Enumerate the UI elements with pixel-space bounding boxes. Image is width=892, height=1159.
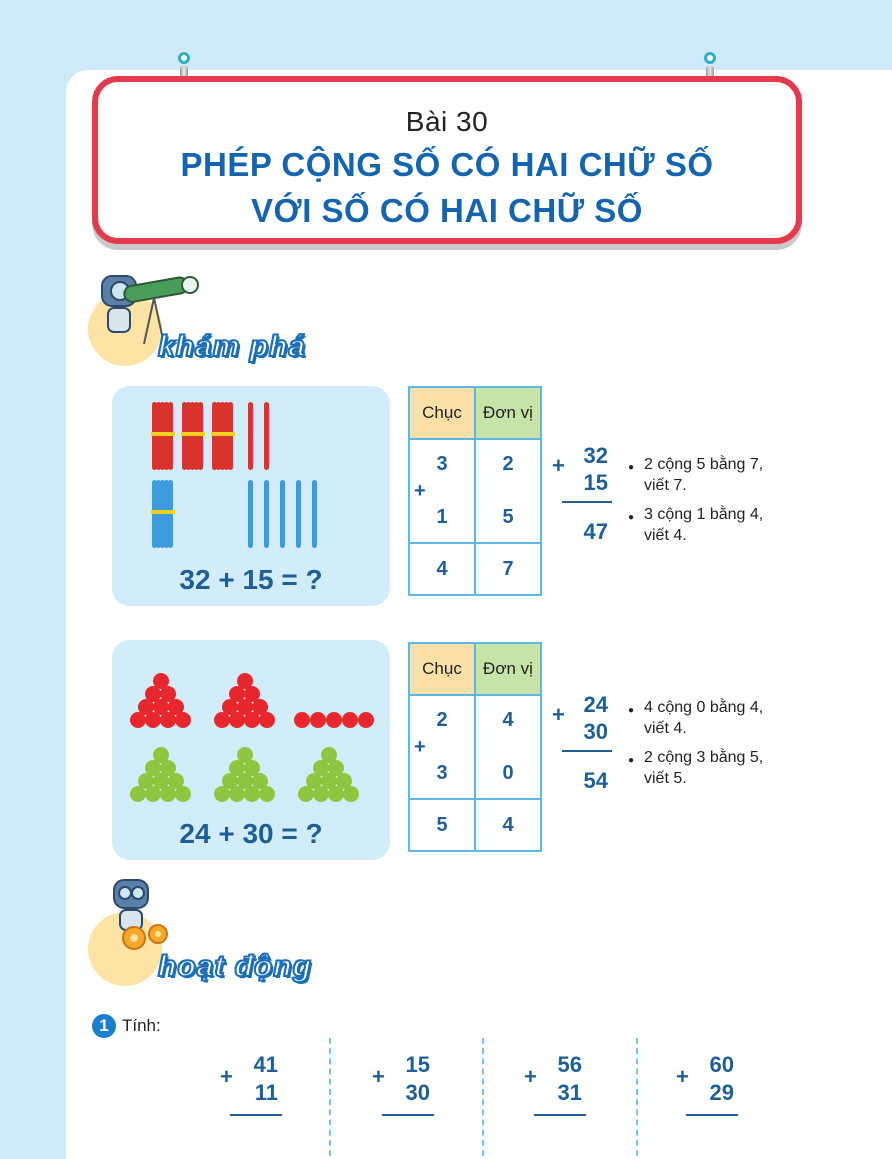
apple: [160, 786, 176, 802]
exercise-label: Tính:: [122, 1016, 161, 1035]
units-cell: 2: [502, 453, 514, 475]
exercise-problem: [372, 1052, 430, 1122]
units-result: 4: [475, 799, 541, 851]
problem-bottom: 30: [405, 1080, 430, 1105]
lesson-title-box: [92, 76, 802, 244]
apple: [259, 712, 275, 728]
example1-vertical-sum: [552, 443, 608, 543]
sum-top: 24: [583, 692, 608, 717]
robot-gears-icon: [104, 876, 184, 952]
single-stick: [312, 480, 317, 548]
apple: [342, 712, 358, 728]
exercise-problem: [676, 1052, 734, 1122]
exercise-problem: [524, 1052, 582, 1122]
single-stick: [264, 402, 269, 470]
apple: [328, 786, 344, 802]
problem-bottom: 29: [709, 1080, 734, 1105]
table-plus-sign: +: [414, 736, 426, 758]
example1-place-value-table: [408, 386, 542, 596]
lesson-number: Bài 30: [405, 106, 489, 137]
plus-sign: +: [372, 1064, 385, 1089]
single-stick: [280, 480, 285, 548]
apple: [343, 786, 359, 802]
example2-equation: 24 + 30 = ?: [179, 818, 323, 849]
sum-bottom: 30: [583, 719, 608, 744]
plus-sign: +: [552, 702, 565, 727]
single-stick: [248, 480, 253, 548]
answer-line: [230, 1114, 282, 1116]
ten-stick-bundle: [212, 402, 234, 470]
example2-notes: ● 4 cộng 0 bằng 4, viết 4. ● 2 cộng 3 bằng 5, viết 5.: [628, 699, 764, 787]
tens-result: 4: [409, 543, 475, 595]
units-cell: 4: [502, 709, 514, 731]
problem-bottom: 11: [254, 1080, 278, 1105]
apple: [310, 712, 326, 728]
apple: [294, 712, 310, 728]
note-line: viết 4.: [644, 527, 687, 544]
lesson-title-line1: PHÉP CỘNG SỐ CÓ HAI CHỮ SỐ: [180, 146, 714, 183]
note-line: 2 cộng 3 bằng 5,: [644, 749, 764, 766]
apple: [160, 712, 176, 728]
note-line: 3 cộng 1 bằng 4,: [644, 506, 764, 523]
single-stick: [264, 480, 269, 548]
divider: [329, 1038, 331, 1156]
problem-top: 56: [557, 1052, 582, 1077]
tens-cell: 1: [436, 506, 448, 528]
apple: [130, 712, 146, 728]
example2-place-value-table: [408, 642, 542, 852]
example2-vertical-sum: [552, 692, 608, 792]
apple: [244, 786, 260, 802]
note-line: viết 4.: [644, 720, 687, 737]
apple: [244, 712, 260, 728]
note-line: viết 5.: [644, 770, 687, 787]
ten-stick-bundle: [152, 480, 174, 548]
units-header: Đơn vị: [475, 643, 541, 695]
lesson-title-line2: VỚI SỐ CÓ HAI CHỮ SỐ: [251, 192, 643, 229]
ten-stick-bundle: [182, 402, 204, 470]
apple: [145, 712, 161, 728]
note-line: 2 cộng 5 bằng 7,: [644, 456, 764, 473]
tens-cell: 3: [436, 762, 448, 784]
apple: [130, 786, 146, 802]
explore-label: khám phá: [158, 330, 307, 363]
apple: [259, 786, 275, 802]
tens-cell: 2: [436, 709, 448, 731]
apple: [326, 712, 342, 728]
answer-line: [382, 1114, 434, 1116]
apple: [175, 712, 191, 728]
sum-top: 32: [583, 443, 608, 468]
table-plus-sign: +: [414, 480, 426, 502]
plus-sign: +: [220, 1064, 233, 1089]
apple: [214, 712, 230, 728]
plus-sign: +: [524, 1064, 537, 1089]
plus-sign: +: [676, 1064, 689, 1089]
units-cell: 0: [502, 762, 514, 784]
note-line: viết 7.: [644, 477, 687, 494]
units-result: 7: [475, 543, 541, 595]
single-stick: [296, 480, 301, 548]
tens-header: Chục: [409, 643, 475, 695]
sum-result: 54: [583, 768, 608, 793]
exercise-problem: [220, 1052, 278, 1122]
answer-line: [686, 1114, 738, 1116]
apple: [145, 786, 161, 802]
divider: [636, 1038, 638, 1156]
tens-cell: 3: [436, 453, 448, 475]
apple: [313, 786, 329, 802]
apple: [214, 786, 230, 802]
example1-notes: ● 2 cộng 5 bằng 7, viết 7. ● 3 cộng 1 bằng 4, viết 4.: [628, 456, 764, 544]
tens-header: Chục: [409, 387, 475, 439]
divider: [482, 1038, 484, 1156]
apple: [298, 786, 314, 802]
problem-top: 41: [253, 1052, 278, 1077]
units-addends: [475, 439, 541, 543]
sum-line: [562, 750, 612, 752]
problem-top: 60: [709, 1052, 734, 1077]
apple: [175, 786, 191, 802]
activity-label: hoạt động: [158, 950, 312, 983]
units-cell: 5: [502, 506, 514, 528]
problem-top: 15: [405, 1052, 430, 1077]
answer-line: [534, 1114, 586, 1116]
single-stick: [248, 402, 253, 470]
note-line: 4 cộng 0 bằng 4,: [644, 699, 764, 716]
apple: [229, 712, 245, 728]
units-header: Đơn vị: [475, 387, 541, 439]
apple: [358, 712, 374, 728]
sum-line: [562, 501, 612, 503]
ten-stick-bundle: [152, 402, 174, 470]
sum-bottom: 15: [583, 470, 608, 495]
units-addends: [475, 695, 541, 799]
tens-result: 5: [409, 799, 475, 851]
exercise-number: 1: [92, 1014, 116, 1038]
plus-sign: +: [552, 453, 565, 478]
sum-result: 47: [583, 519, 608, 544]
example1-equation: 32 + 15 = ?: [179, 564, 323, 595]
apple: [229, 786, 245, 802]
problem-bottom: 31: [557, 1080, 582, 1105]
